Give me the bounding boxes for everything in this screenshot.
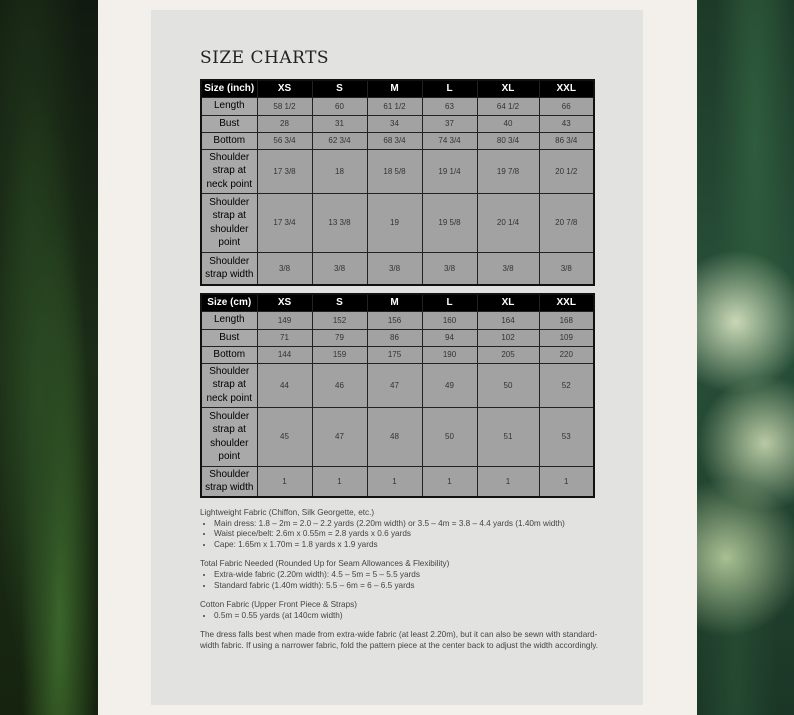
header-cell: XXL (539, 80, 594, 97)
table-row (201, 97, 594, 115)
table-cell: 102 (477, 329, 539, 346)
table-cell: 18 (312, 149, 367, 193)
table-cell: 51 (477, 407, 539, 466)
table-row (201, 346, 594, 363)
table-cell: 3/8 (422, 252, 477, 285)
row-label: Length (201, 97, 257, 115)
header-cell: Size (inch) (201, 80, 257, 97)
table-row (201, 329, 594, 346)
table-cell: 3/8 (257, 252, 312, 285)
row-label: Shoulder strap width (201, 466, 257, 497)
table-row (201, 311, 594, 329)
table-cell: 1 (422, 466, 477, 497)
table-cell: 18 5/8 (367, 149, 422, 193)
table-cell: 160 (422, 311, 477, 329)
notes-heading: Lightweight Fabric (Chiffon, Silk Georgette, etc.) (200, 508, 375, 517)
table-row (201, 252, 594, 285)
table-row (201, 407, 594, 466)
table-cell: 53 (539, 407, 594, 466)
table-cell: 68 3/4 (367, 132, 422, 149)
notes-heading: Cotton Fabric (Upper Front Piece & Straps) (200, 600, 357, 610)
table-cell: 17 3/8 (257, 149, 312, 193)
table-row (201, 115, 594, 132)
fabric-notes (200, 508, 600, 652)
table-cell: 50 (422, 407, 477, 466)
table-cell: 49 (422, 363, 477, 407)
table-cell: 43 (539, 115, 594, 132)
table-cell: 80 3/4 (477, 132, 539, 149)
table-cell: 37 (422, 115, 477, 132)
notes-list (214, 519, 600, 551)
table-cell: 1 (367, 466, 422, 497)
table-cell: 13 3/8 (312, 193, 367, 252)
header-cell: XL (477, 80, 539, 97)
table-cell: 40 (477, 115, 539, 132)
table-cell: 71 (257, 329, 312, 346)
table-cell: 3/8 (367, 252, 422, 285)
table-cell: 19 7/8 (477, 149, 539, 193)
table-cell: 175 (367, 346, 422, 363)
row-label: Shoulder strap at neck point (201, 363, 257, 407)
table-cell: 47 (367, 363, 422, 407)
table-cell: 46 (312, 363, 367, 407)
row-label: Length (201, 311, 257, 329)
header-cell: XL (477, 294, 539, 311)
table-header-row (201, 294, 594, 311)
list-item: • Extra-wide fabric (2.20m width): 4.5 – 5m = 5 – 5.5 yards (214, 570, 600, 581)
table-cell: 61 1/2 (367, 97, 422, 115)
header-cell: XS (257, 80, 312, 97)
table-cell: 60 (312, 97, 367, 115)
table-cell: 34 (367, 115, 422, 132)
table-cell: 48 (367, 407, 422, 466)
table-cell: 86 (367, 329, 422, 346)
table-header-row (201, 80, 594, 97)
header-cell: S (312, 294, 367, 311)
table-cell: 1 (257, 466, 312, 497)
table-row (201, 363, 594, 407)
table-cell: 220 (539, 346, 594, 363)
header-cell: XS (257, 294, 312, 311)
table-cell: 164 (477, 311, 539, 329)
table-cell: 52 (539, 363, 594, 407)
list-item: • Main dress: 1.8 – 2m = 2.0 – 2.2 yards (2.20m width) or 3.5 – 4m = 3.8 – 4.4 yards (1.40m width) (214, 519, 600, 530)
table-cell: 86 3/4 (539, 132, 594, 149)
notes-total (200, 559, 600, 591)
table-cell: 156 (367, 311, 422, 329)
background-photo-left (0, 0, 98, 715)
table-cell: 63 (422, 97, 477, 115)
table-cell: 190 (422, 346, 477, 363)
table-row (201, 193, 594, 252)
table-cell: 17 3/4 (257, 193, 312, 252)
table-cell: 20 1/2 (539, 149, 594, 193)
header-cell: XXL (539, 294, 594, 311)
list-item: • Standard fabric (1.40m width): 5.5 – 6m = 6 – 6.5 yards (214, 581, 600, 592)
table-cell: 3/8 (477, 252, 539, 285)
table-cell: 109 (539, 329, 594, 346)
table-cell: 50 (477, 363, 539, 407)
table-row (201, 466, 594, 497)
table-cell: 94 (422, 329, 477, 346)
row-label: Shoulder strap width (201, 252, 257, 285)
table-cell: 149 (257, 311, 312, 329)
row-label: Shoulder strap at shoulder point (201, 407, 257, 466)
header-cell: S (312, 80, 367, 97)
notes-closing-paragraph: The dress falls best when made from extra-wide fabric (at least 2.20m), but it can also be sewn with standard-width fabric. If using a narrower fabric, fold the pattern piece at the center back to adjust the width accordingly. (200, 630, 599, 650)
row-label: Bottom (201, 346, 257, 363)
notes-heading: Total Fabric Needed (Rounded Up for Seam Allowances & Flexibility) (200, 559, 450, 569)
table-cell: 19 5/8 (422, 193, 477, 252)
background-photo-right (697, 0, 794, 715)
table-cell: 79 (312, 329, 367, 346)
table-cell: 20 7/8 (539, 193, 594, 252)
cm-size-table (200, 293, 595, 498)
table-cell: 159 (312, 346, 367, 363)
table-cell: 1 (312, 466, 367, 497)
table-cell: 31 (312, 115, 367, 132)
list-item: • 0.5m = 0.55 yards (at 140cm width) (214, 611, 600, 622)
header-cell: M (367, 80, 422, 97)
row-label: Shoulder strap at neck point (201, 149, 257, 193)
table-cell: 45 (257, 407, 312, 466)
table-cell: 44 (257, 363, 312, 407)
table-row (201, 149, 594, 193)
notes-cotton (200, 600, 600, 621)
page-title: SIZE CHARTS (200, 48, 330, 68)
notes-list (214, 570, 600, 591)
table-cell: 152 (312, 311, 367, 329)
table-row (201, 132, 594, 149)
row-label: Bust (201, 329, 257, 346)
table-cell: 19 1/4 (422, 149, 477, 193)
table-cell: 62 3/4 (312, 132, 367, 149)
header-cell: L (422, 294, 477, 311)
table-cell: 47 (312, 407, 367, 466)
table-cell: 56 3/4 (257, 132, 312, 149)
list-item: • Cape: 1.65m x 1.70m = 1.8 yards x 1.9 yards (214, 540, 600, 551)
table-cell: 1 (477, 466, 539, 497)
row-label: Bust (201, 115, 257, 132)
table-cell: 205 (477, 346, 539, 363)
table-cell: 19 (367, 193, 422, 252)
table-cell: 3/8 (539, 252, 594, 285)
inch-size-table (200, 79, 595, 286)
table-cell: 28 (257, 115, 312, 132)
table-cell: 66 (539, 97, 594, 115)
notes-lightweight (200, 508, 600, 550)
header-cell: Size (cm) (201, 294, 257, 311)
table-cell: 58 1/2 (257, 97, 312, 115)
header-cell: L (422, 80, 477, 97)
table-cell: 3/8 (312, 252, 367, 285)
row-label: Shoulder strap at shoulder point (201, 193, 257, 252)
list-item: • Waist piece/belt: 2.6m x 0.55m = 2.8 yards x 0.6 yards (214, 529, 600, 540)
table-cell: 168 (539, 311, 594, 329)
table-cell: 144 (257, 346, 312, 363)
row-label: Bottom (201, 132, 257, 149)
table-cell: 64 1/2 (477, 97, 539, 115)
table-cell: 20 1/4 (477, 193, 539, 252)
table-cell: 74 3/4 (422, 132, 477, 149)
table-cell: 1 (539, 466, 594, 497)
header-cell: M (367, 294, 422, 311)
notes-list (214, 611, 600, 622)
